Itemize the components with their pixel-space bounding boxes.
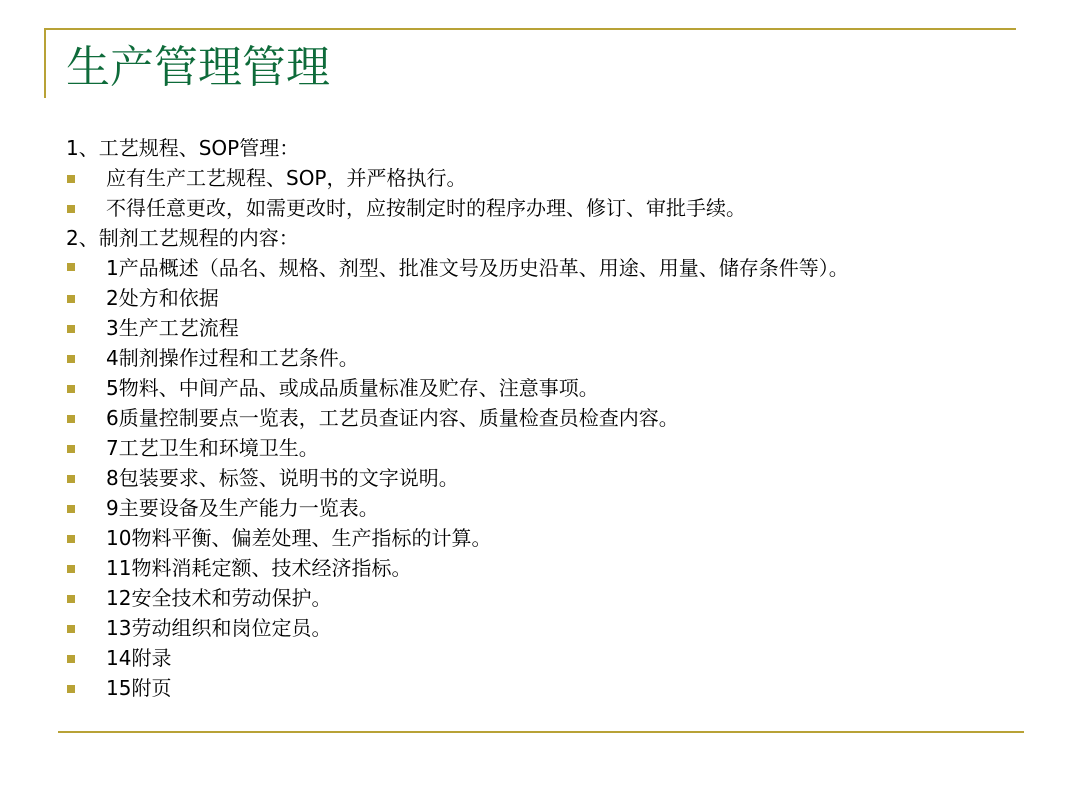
list-item-text: 15附页 [106, 676, 172, 700]
slide-title: 生产管理管理 [66, 42, 330, 93]
list-item-text: 12安全技术和劳动保护。 [106, 586, 332, 610]
list-item [66, 313, 1026, 343]
list-item [66, 403, 1026, 433]
list-item [66, 163, 1026, 193]
slide-body [66, 133, 1026, 703]
list-item-text: 3生产工艺流程 [106, 316, 239, 340]
list-item [66, 493, 1026, 523]
list-item [66, 613, 1026, 643]
square-bullet-icon [67, 535, 75, 543]
square-bullet-icon [67, 325, 75, 333]
list-item-text: 14附录 [106, 646, 172, 670]
list-item-text: 不得任意更改，如需更改时，应按制定时的程序办理、修订、审批手续。 [106, 196, 746, 220]
list-item [66, 523, 1026, 553]
list-item [66, 373, 1026, 403]
square-bullet-icon [67, 175, 75, 183]
square-bullet-icon [67, 205, 75, 213]
list-item [66, 673, 1026, 703]
list-item-text: 应有生产工艺规程、SOP，并严格执行。 [106, 166, 467, 190]
square-bullet-icon [67, 445, 75, 453]
square-bullet-icon [67, 625, 75, 633]
list-item-text: 2处方和依据 [106, 286, 219, 310]
list-item [66, 643, 1026, 673]
list-item-text: 1产品概述（品名、规格、剂型、批准文号及历史沿革、用途、用量、储存条件等）。 [106, 256, 849, 280]
list-item-text: 6质量控制要点一览表，工艺员查证内容、质量检查员检查内容。 [106, 406, 679, 430]
square-bullet-icon [67, 505, 75, 513]
list-item-text: 13劳动组织和岗位定员。 [106, 616, 332, 640]
square-bullet-icon [67, 385, 75, 393]
list-item-text: 11物料消耗定额、技术经济指标。 [106, 556, 412, 580]
list-item-text: 8包装要求、标签、说明书的文字说明。 [106, 466, 459, 490]
square-bullet-icon [67, 295, 75, 303]
top-divider [44, 28, 1016, 30]
section-heading: 1、工艺规程、SOP管理： [66, 136, 300, 160]
list-item [66, 283, 1026, 313]
square-bullet-icon [67, 263, 75, 271]
left-accent-line [44, 28, 46, 98]
list-item-text: 9主要设备及生产能力一览表。 [106, 496, 379, 520]
list-item [66, 583, 1026, 613]
square-bullet-icon [67, 655, 75, 663]
list-item [66, 463, 1026, 493]
list-item-text: 7工艺卫生和环境卫生。 [106, 436, 319, 460]
square-bullet-icon [67, 355, 75, 363]
list-item [66, 343, 1026, 373]
bottom-divider [58, 731, 1024, 733]
list-item [66, 193, 1026, 223]
list-item-text: 5物料、中间产品、或成品质量标准及贮存、注意事项。 [106, 376, 599, 400]
section-heading: 2、制剂工艺规程的内容： [66, 226, 299, 250]
square-bullet-icon [67, 415, 75, 423]
square-bullet-icon [67, 685, 75, 693]
square-bullet-icon [67, 565, 75, 573]
square-bullet-icon [67, 595, 75, 603]
list-item [66, 253, 1016, 283]
square-bullet-icon [67, 475, 75, 483]
list-item-text: 4制剂操作过程和工艺条件。 [106, 346, 359, 370]
list-item [66, 553, 1026, 583]
list-item [66, 433, 1026, 463]
list-item-text: 10物料平衡、偏差处理、生产指标的计算。 [106, 526, 492, 550]
